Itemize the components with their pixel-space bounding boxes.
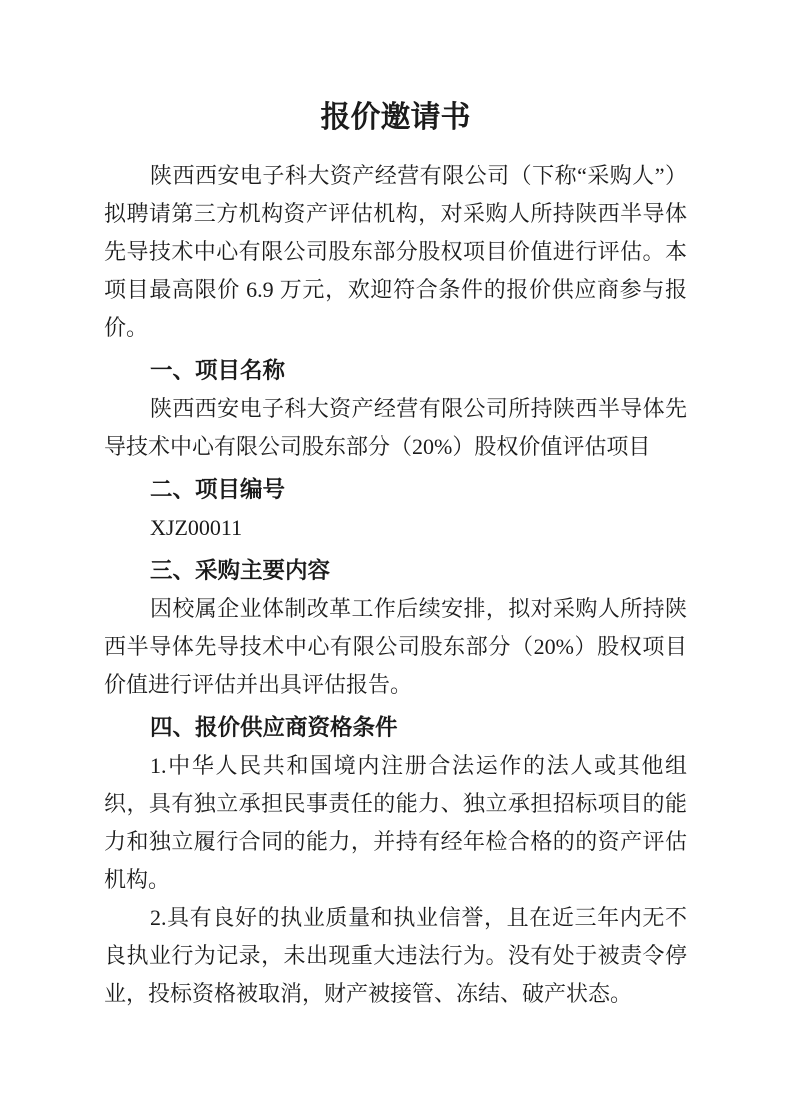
section-paragraph-procurement-content: 因校属企业体制改革工作后续安排，拟对采购人所持陕西半导体先导技术中心有限公司股东部分（20%）股权项目价值进行评估并出具评估报告。 — [104, 596, 687, 697]
page-title: 报价邀请书 — [320, 101, 471, 134]
section-paragraph-qualification-2: 2.具有良好的执业质量和执业信誉，且在近三年内无不良执业行为记录，未出现重大违法行为。没有处于被责令停业，投标资格被取消，财产被接管、冻结、破产状态。 — [104, 905, 687, 1006]
section-heading-procurement-content: 三、采购主要内容 — [150, 558, 331, 583]
intro-paragraph: 陕西西安电子科大资产经营有限公司（下称“采购人”）拟聘请第三方机构资产评估机构，对采购人所持陕西半导体先导技术中心有限公司股东部分股权项目价值进行评估。本项目最高限价 6.9 万元，欢迎符合条件的报价供应商参与报价。 — [104, 163, 687, 340]
section-heading-supplier-qualifications: 四、报价供应商资格条件 — [150, 715, 398, 740]
section-heading-project-number: 二、项目编号 — [150, 477, 286, 502]
section-heading-project-name: 一、项目名称 — [150, 358, 286, 383]
section-paragraph-project-number: XJZ00011 — [150, 515, 243, 540]
section-paragraph-qualification-1: 1.中华人民共和国境内注册合法运作的法人或其他组织，具有独立承担民事责任的能力、独立承担招标项目的能力和独立履行合同的能力，并持有经年检合格的的资产评估机构。 — [104, 753, 687, 892]
section-paragraph-project-name: 陕西西安电子科大资产经营有限公司所持陕西半导体先导技术中心有限公司股东部分（20%）股权价值评估项目 — [104, 396, 687, 459]
